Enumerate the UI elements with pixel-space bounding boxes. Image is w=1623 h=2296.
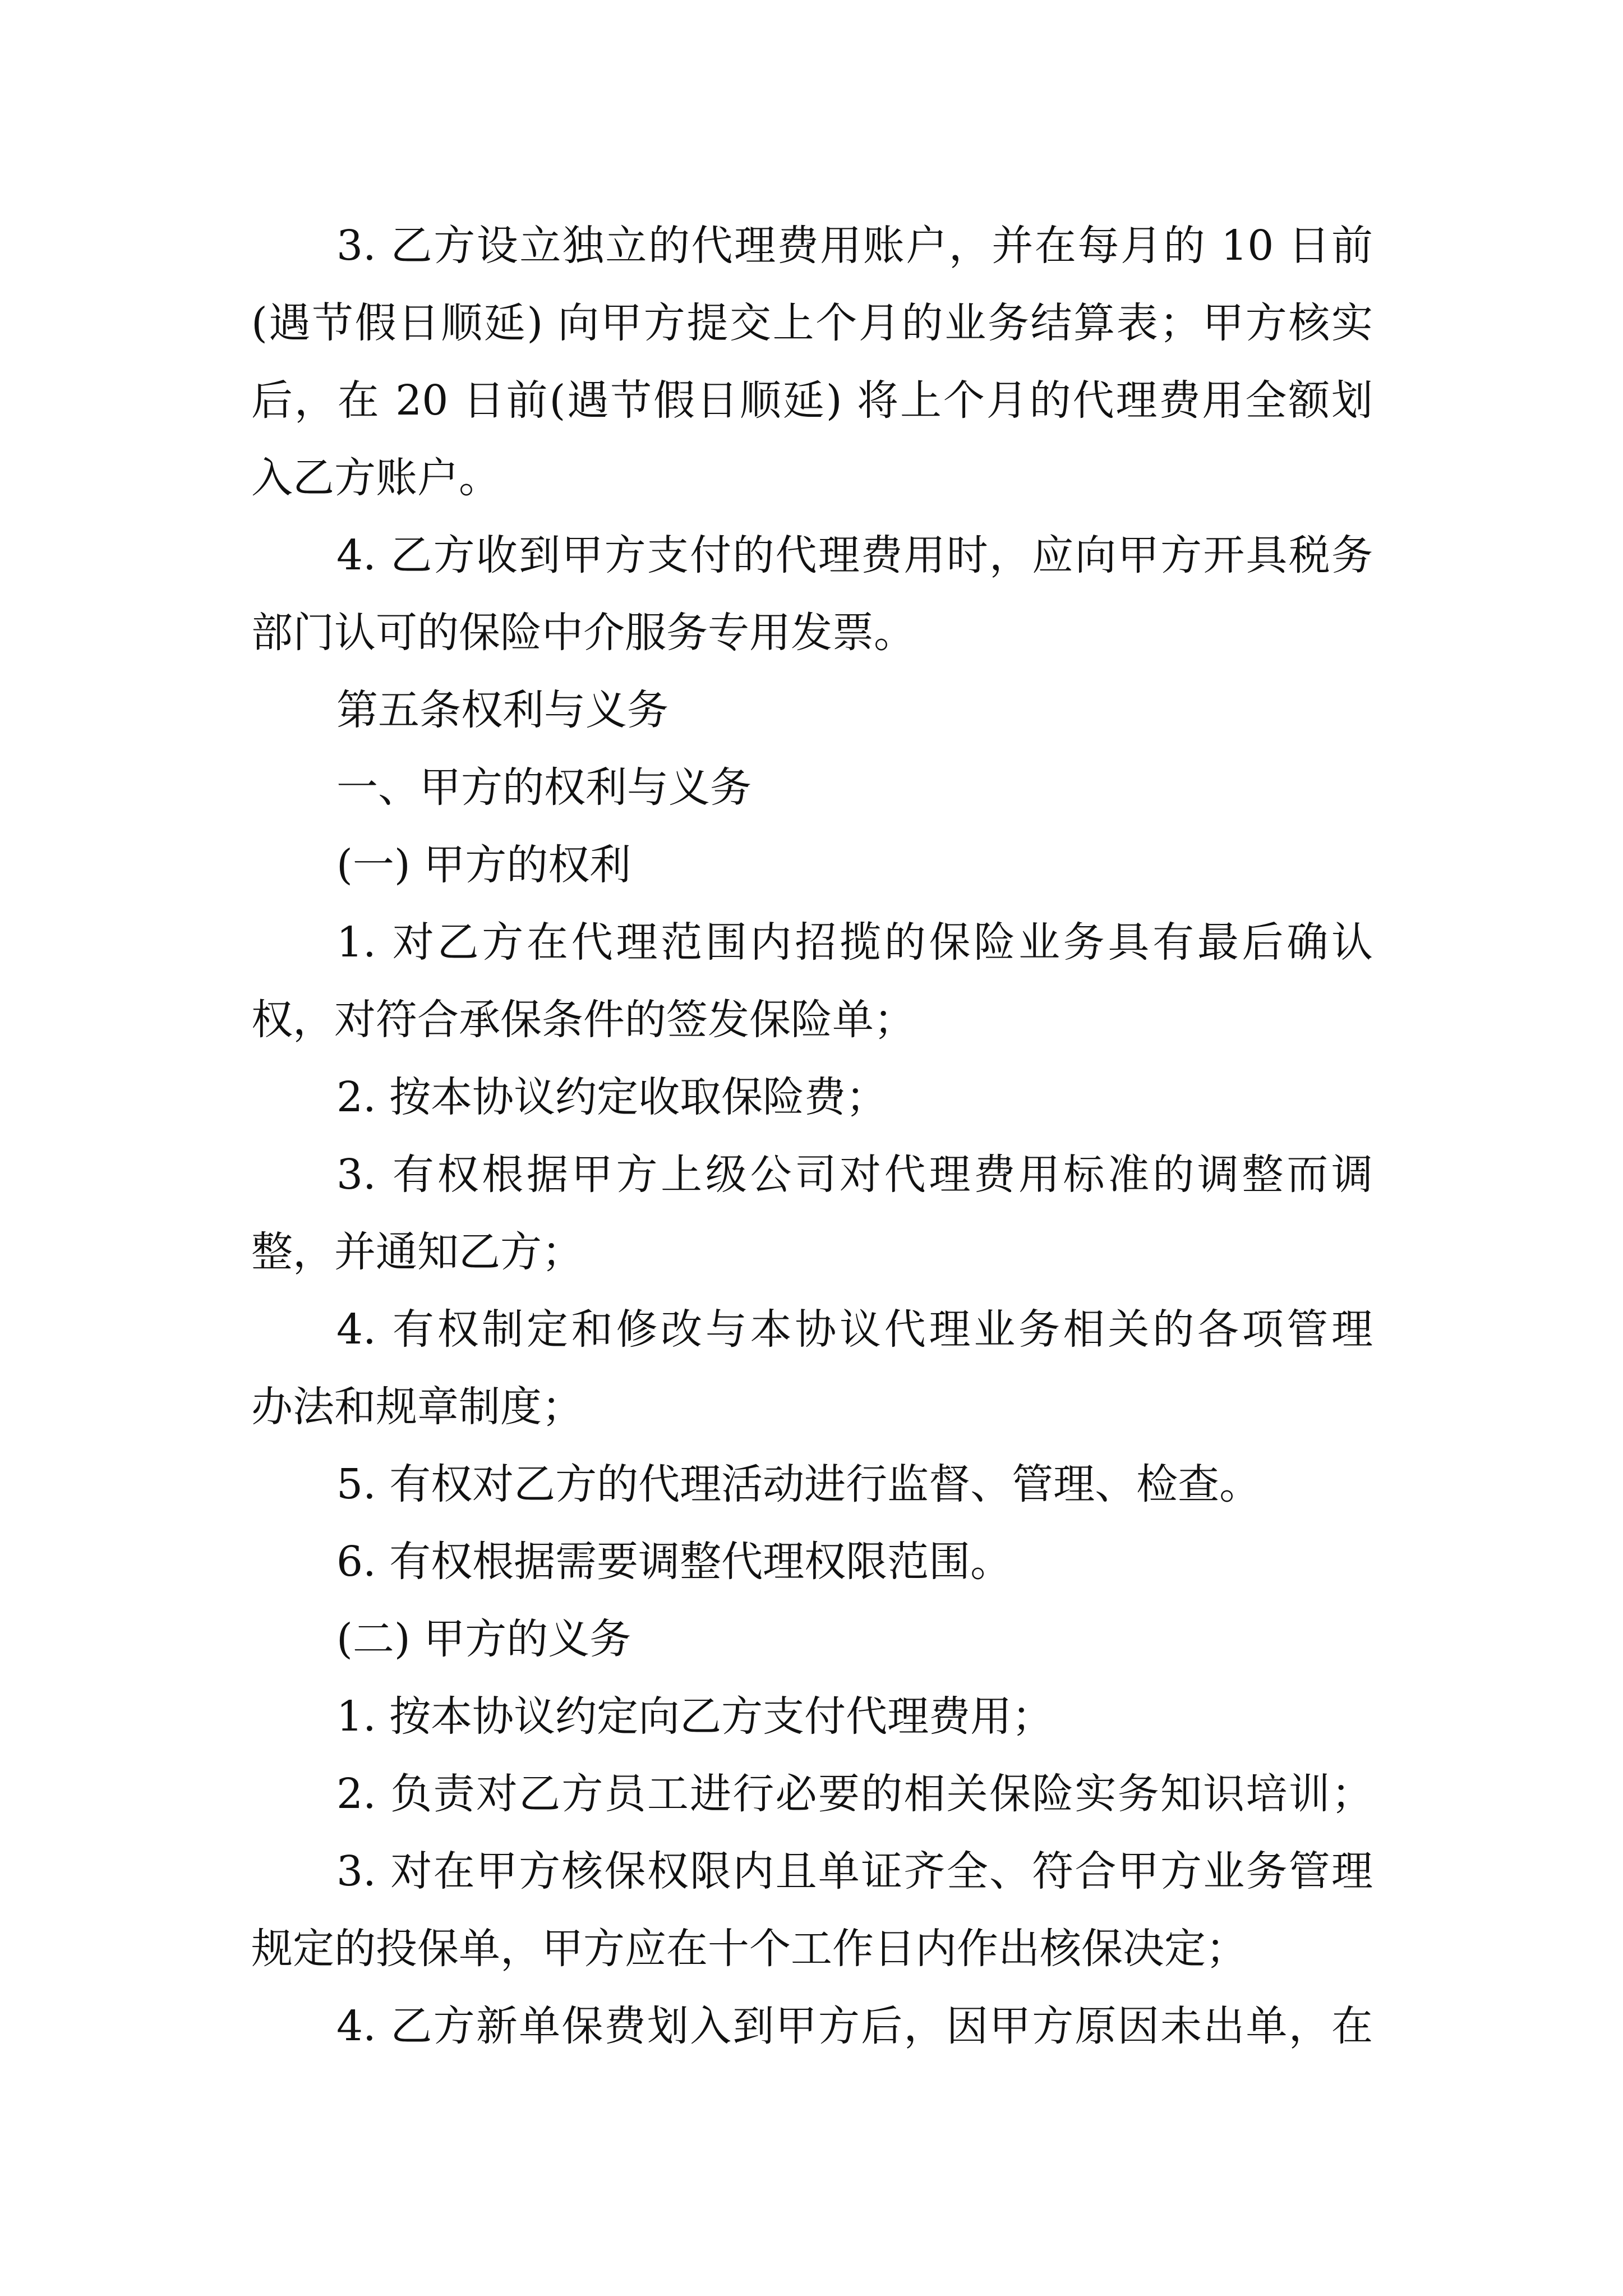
rights-item-6: 6. 有权根据需要调整代理权限范围。 xyxy=(336,1538,1012,1586)
duties-item-3-line-2: 规定的投保单，甲方应在十个工作日内作出核保决定； xyxy=(251,1925,1247,1973)
duties-item-1: 1. 按本协议约定向乙方支付代理费用； xyxy=(336,1692,1054,1741)
paragraph-3-line-3: 后，在 20 日前(遇节假日顺延) 将上个月的代理费用全额划 xyxy=(251,376,1373,425)
rights-item-1-line-2: 权，对符合承保条件的签发保险单； xyxy=(251,996,915,1044)
paragraph-3-line-2: (遇节假日顺延) 向甲方提交上个月的业务结算表；甲方核实 xyxy=(251,299,1373,347)
duties-item-3-line-1: 3. 对在甲方核保权限内且单证齐全、符合甲方业务管理 xyxy=(336,1847,1373,1895)
paragraph-4-line-2: 部门认可的保险中介服务专用发票。 xyxy=(251,609,915,657)
paragraph-3-line-1: 3. 乙方设立独立的代理费用账户，并在每月的 10 日前 xyxy=(336,222,1373,270)
rights-item-2: 2. 按本协议约定收取保险费； xyxy=(336,1073,888,1121)
rights-item-4-line-1: 4. 有权制定和修改与本协议代理业务相关的各项管理 xyxy=(336,1305,1373,1354)
section-heading: 第五条权利与义务 xyxy=(336,686,668,734)
rights-item-3-line-1: 3. 有权根据甲方上级公司对代理费用标准的调整而调 xyxy=(336,1151,1373,1199)
duties-item-4-line-1: 4. 乙方新单保费划入到甲方后，因甲方原因未出单，在 xyxy=(336,2002,1373,2050)
rights-item-5: 5. 有权对乙方的代理活动进行监督、管理、检查。 xyxy=(336,1460,1261,1508)
duties-heading: (二) 甲方的义务 xyxy=(336,1615,631,1663)
rights-item-4-line-2: 办法和规章制度； xyxy=(251,1383,583,1431)
duties-item-2: 2. 负责对乙方员工进行必要的相关保险实务知识培训； xyxy=(336,1770,1373,1818)
rights-item-1-line-1: 1. 对乙方在代理范围内招揽的保险业务具有最后确认 xyxy=(336,918,1373,967)
rights-heading: (一) 甲方的权利 xyxy=(336,841,631,889)
subsection-heading: 一、甲方的权利与义务 xyxy=(336,763,751,812)
paragraph-3-line-4: 入乙方账户。 xyxy=(251,454,500,502)
paragraph-4-line-1: 4. 乙方收到甲方支付的代理费用时，应向甲方开具税务 xyxy=(336,531,1373,579)
rights-item-3-line-2: 整，并通知乙方； xyxy=(251,1228,583,1276)
